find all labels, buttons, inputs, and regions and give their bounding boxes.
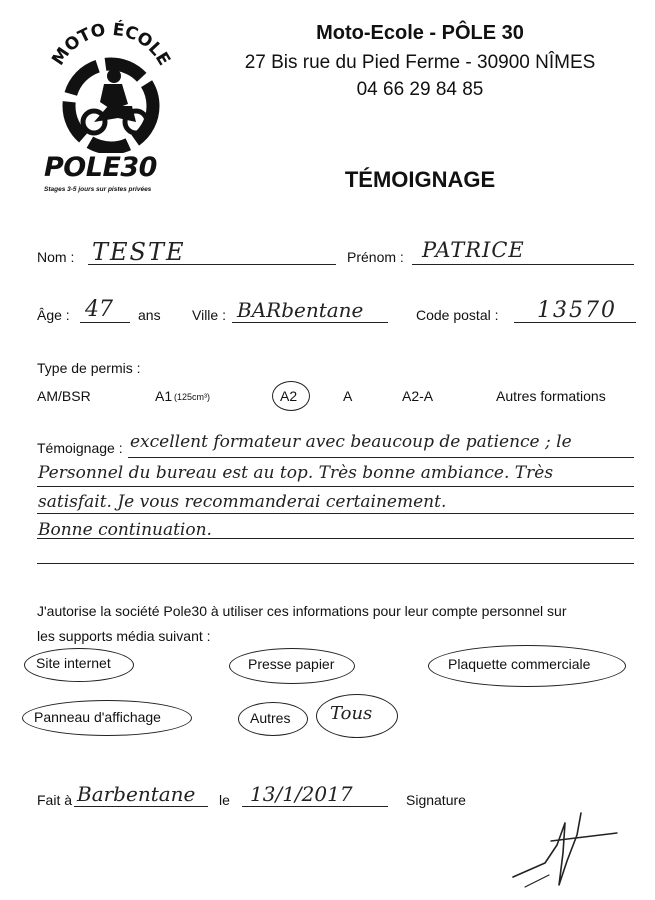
temoignage-line-1[interactable]: excellent formateur avec beaucoup de patience ; le xyxy=(130,432,572,452)
ville-line xyxy=(232,322,388,323)
permis-option-am-bsr[interactable]: AM/BSR xyxy=(37,388,91,404)
form-title: TÉMOIGNAGE xyxy=(344,167,496,192)
logo-brand: POLE30 xyxy=(44,152,157,183)
media-autres-value[interactable]: Tous xyxy=(330,703,373,724)
temoignage-line-3[interactable]: satisfait. Je vous recommanderai certainement. xyxy=(38,492,447,512)
nom-line xyxy=(88,264,336,265)
code-postal-label: Code postal : xyxy=(416,307,499,323)
media-option-site-internet[interactable]: Site internet xyxy=(36,655,111,671)
media-option-presse-papier[interactable]: Presse papier xyxy=(248,656,335,672)
nom-label: Nom : xyxy=(37,249,75,265)
temoignage-rule-5 xyxy=(37,563,634,564)
ville-label: Ville : xyxy=(192,307,226,323)
date-value[interactable]: 13/1/2017 xyxy=(250,782,353,806)
date-label: le xyxy=(219,792,230,808)
fait-a-line xyxy=(74,806,208,807)
fait-a-label: Fait à xyxy=(37,792,73,808)
date-line xyxy=(242,806,388,807)
media-option-autres[interactable]: Autres xyxy=(250,710,291,726)
temoignage-line-4[interactable]: Bonne continuation. xyxy=(38,520,212,540)
nom-value[interactable]: TESTE xyxy=(92,238,186,266)
signature-label: Signature xyxy=(406,792,466,808)
age-value[interactable]: 47 xyxy=(85,297,113,322)
handwritten-signature xyxy=(505,805,645,895)
school-phone: 04 66 29 84 85 xyxy=(356,79,484,100)
permis-option-a2-a[interactable]: A2-A xyxy=(402,388,434,404)
logo-tagline: Stages 3-5 jours sur pistes privées xyxy=(44,186,152,193)
consent-text-2: les supports média suivant : xyxy=(37,628,211,644)
code-postal-value[interactable]: 13570 xyxy=(537,298,617,323)
ville-value[interactable]: BARbentane xyxy=(237,298,364,322)
permis-option-a1[interactable]: A1 xyxy=(155,388,173,404)
temoignage-rule-2 xyxy=(37,486,634,487)
motorcycle-rider-icon xyxy=(38,18,183,153)
permis-option-a[interactable]: A xyxy=(343,388,353,404)
temoignage-label: Témoignage : xyxy=(37,440,123,456)
temoignage-rule-1 xyxy=(128,457,634,458)
prenom-value[interactable]: PATRICE xyxy=(422,238,525,262)
permis-option-autres-formations[interactable]: Autres formations xyxy=(496,388,606,404)
temoignage-rule-3 xyxy=(37,513,634,514)
prenom-line xyxy=(412,264,634,265)
temoignage-rule-4 xyxy=(37,538,634,539)
age-line xyxy=(80,322,130,323)
permis-a1-note: (125cm³) xyxy=(174,392,211,402)
fait-a-value[interactable]: Barbentane xyxy=(77,782,196,806)
media-option-panneau-affichage[interactable]: Panneau d'affichage xyxy=(34,709,161,725)
school-logo xyxy=(38,18,183,193)
school-name: Moto-Ecole - PÔLE 30 xyxy=(316,22,524,44)
age-unit: ans xyxy=(138,307,161,323)
code-postal-line xyxy=(514,322,636,323)
permis-option-a2[interactable]: A2 xyxy=(280,388,298,404)
media-option-plaquette-commerciale[interactable]: Plaquette commerciale xyxy=(448,656,591,672)
school-address: 27 Bis rue du Pied Ferme - 30900 NÎMES xyxy=(244,52,596,73)
permis-label: Type de permis : xyxy=(37,360,141,376)
prenom-label: Prénom : xyxy=(347,249,404,265)
temoignage-line-2[interactable]: Personnel du bureau est au top. Très bonne ambiance. Très xyxy=(38,463,554,483)
age-label: Âge : xyxy=(37,307,70,323)
svg-text:MOTO ÉCOLE: MOTO ÉCOLE xyxy=(48,19,174,70)
consent-text-1: J'autorise la société Pole30 à utiliser ces informations pour leur compte personnel sur xyxy=(37,603,567,619)
